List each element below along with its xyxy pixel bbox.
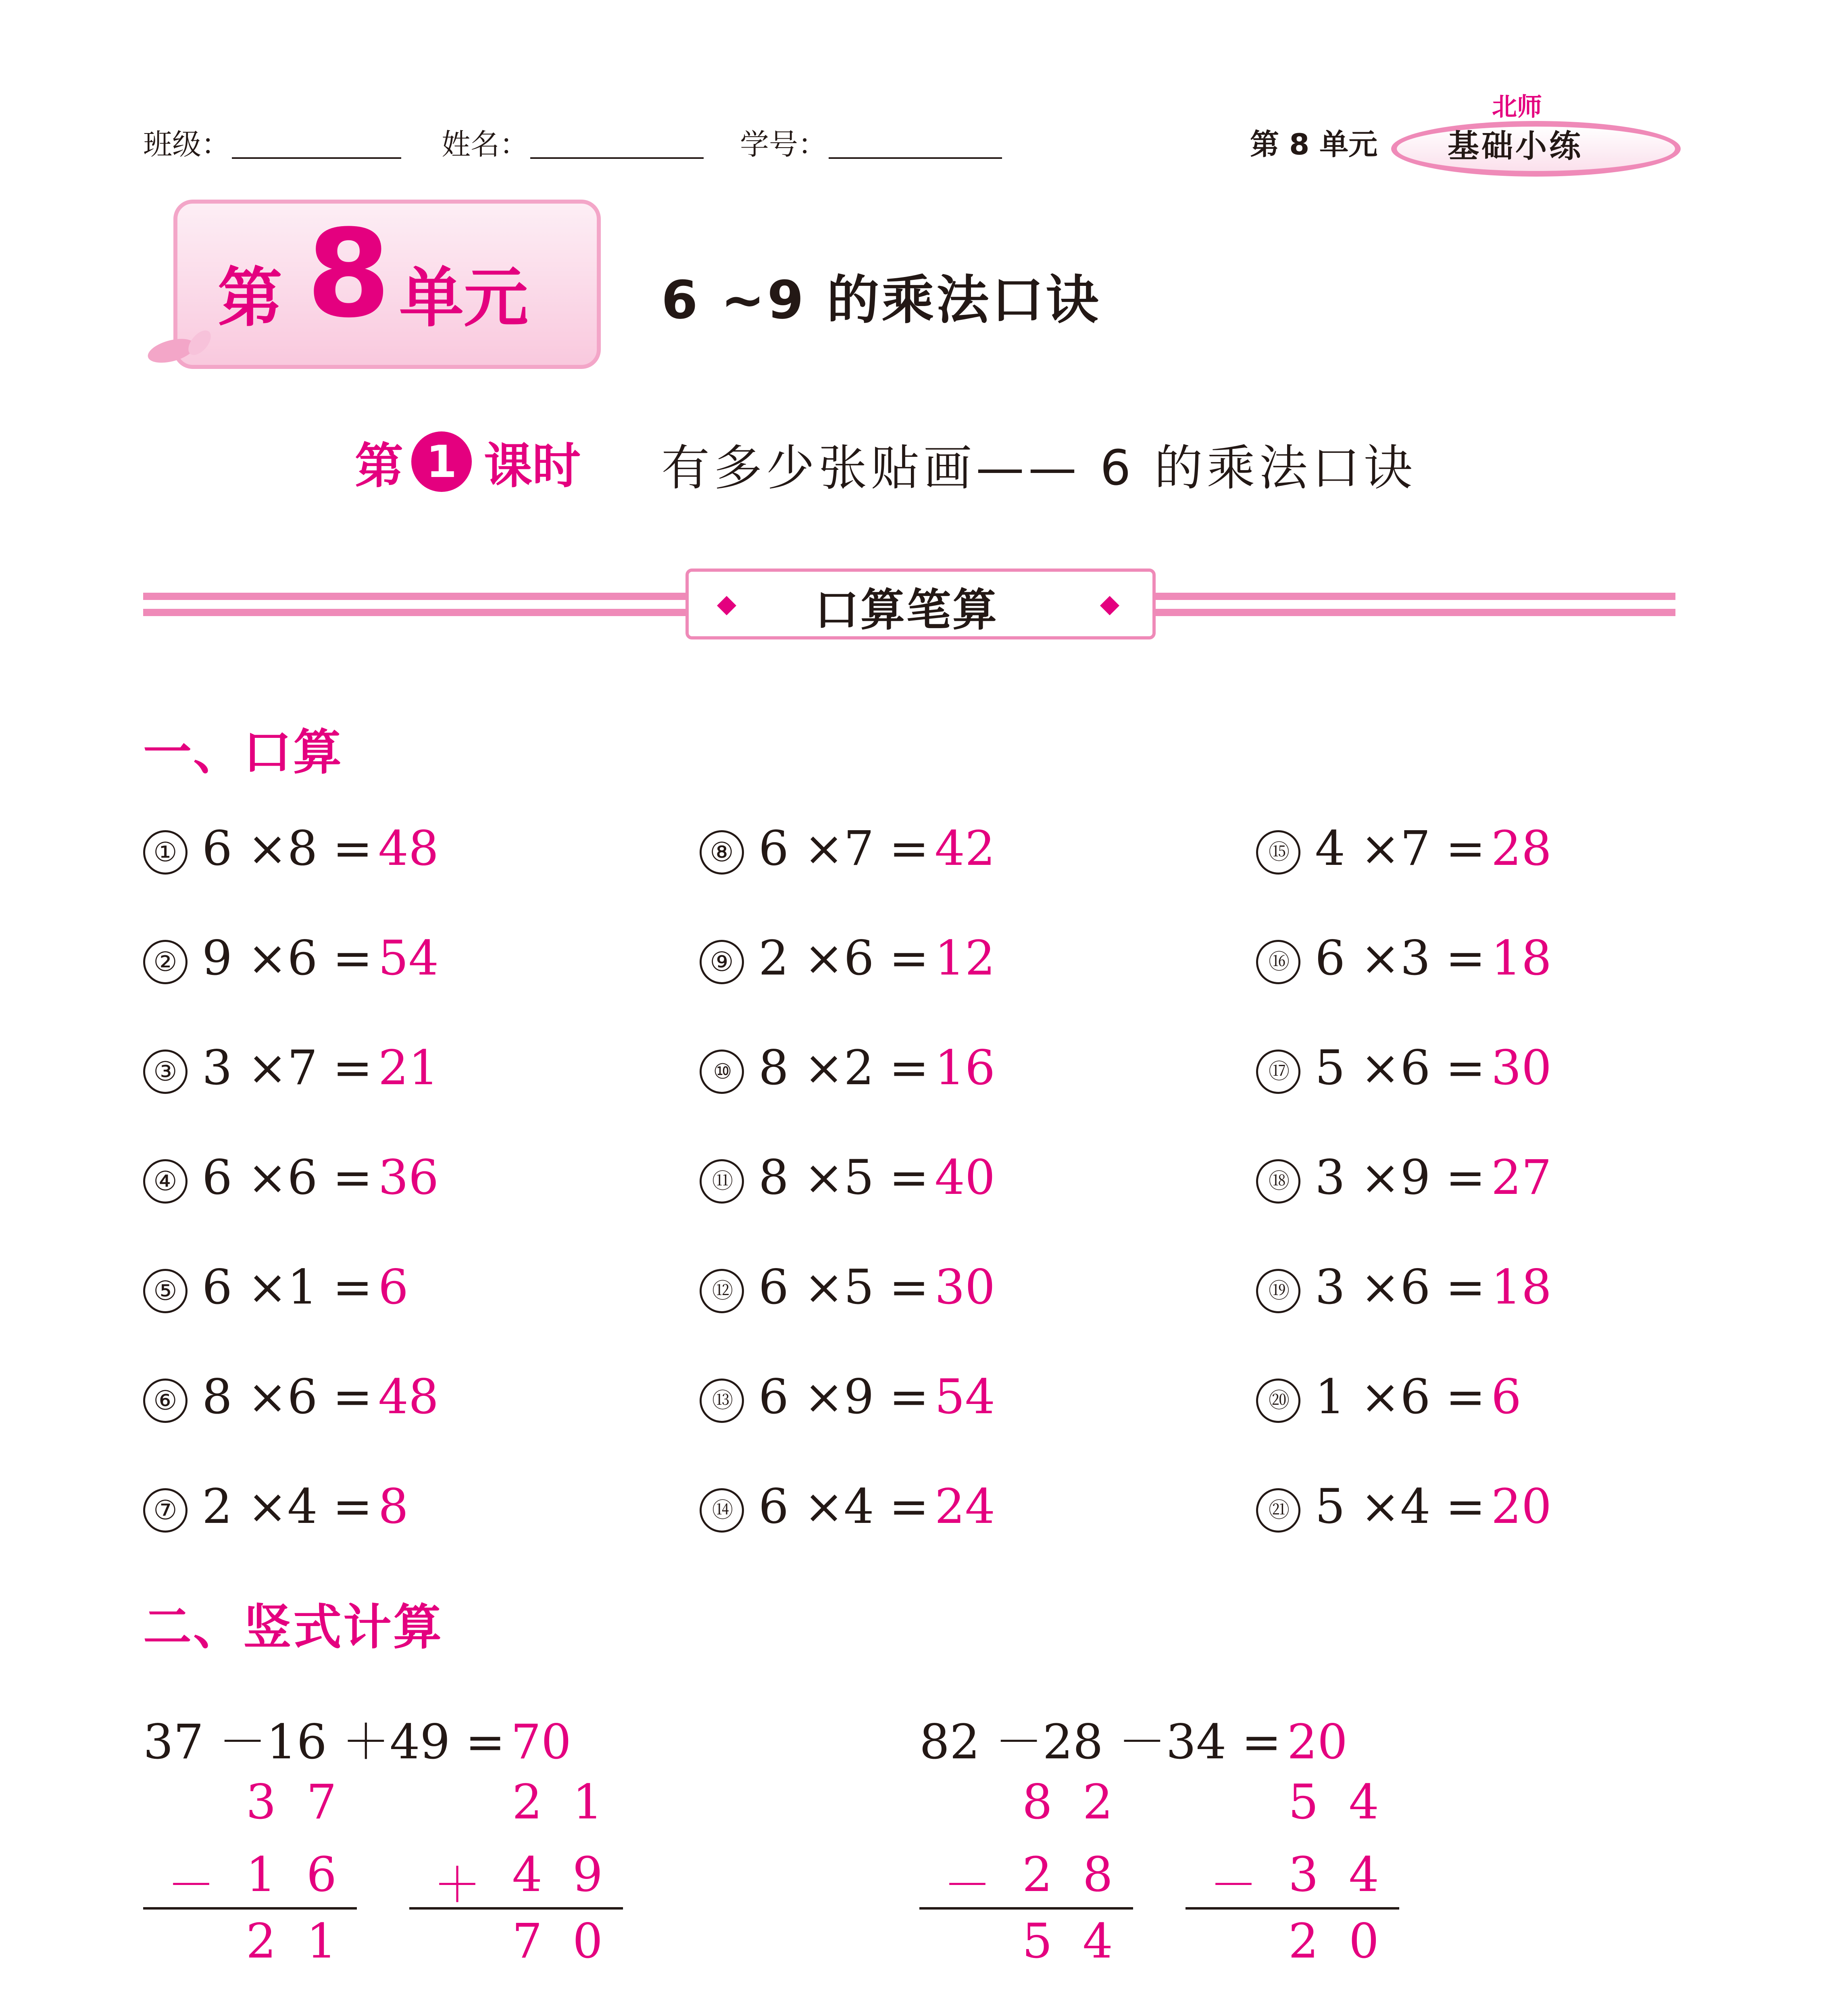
oral-item	[143, 821, 439, 876]
item-answer: 42	[934, 821, 996, 876]
step-top-number: 8 2	[1022, 1774, 1113, 1830]
item-answer: 54	[378, 930, 439, 986]
oral-item	[143, 1040, 439, 1095]
item-number: ⑪	[700, 1159, 744, 1204]
item-expression: 4 ×7 =	[1315, 821, 1486, 876]
lesson-title: 有多少张贴画—— 6 的乘法口诀	[661, 440, 1417, 496]
item-answer: 40	[934, 1150, 996, 1205]
problem-expression: 37 －16 ＋49 =	[143, 1714, 505, 1770]
item-number: ㉑	[1256, 1488, 1300, 1533]
oral-item	[1256, 1479, 1552, 1534]
item-expression: 6 ×6 =	[202, 1150, 373, 1205]
item-expression: 6 ×3 =	[1315, 930, 1486, 986]
oral-item	[1256, 1259, 1552, 1315]
item-number: ⑤	[143, 1269, 188, 1313]
item-number: ④	[143, 1159, 188, 1204]
class-field[interactable]	[232, 133, 401, 159]
item-answer: 12	[934, 930, 996, 986]
step-result: 7 0	[512, 1913, 603, 1969]
step-result: 5 4	[1022, 1913, 1113, 1969]
item-number: ①	[143, 830, 188, 875]
item-expression: 1 ×6 =	[1315, 1369, 1486, 1425]
unit-badge-prefix: 第	[218, 260, 283, 335]
step-top-number: 2 1	[512, 1774, 603, 1830]
band-title: 口算笔算	[815, 584, 998, 636]
item-answer: 6	[378, 1259, 408, 1315]
item-answer: 24	[934, 1479, 996, 1534]
name-field[interactable]	[530, 133, 704, 159]
item-answer: 28	[1491, 821, 1552, 876]
oral-item	[700, 1369, 995, 1425]
item-number: ⑨	[700, 940, 744, 984]
leaf-decoration-icon	[143, 323, 224, 369]
item-number: ⑧	[700, 830, 744, 875]
lesson-prefix: 第	[355, 438, 403, 494]
item-expression: 6 ×1 =	[202, 1259, 373, 1315]
step-operator: ＋	[433, 1857, 481, 1913]
vertical-problem-expression	[143, 1704, 571, 1772]
item-expression: 6 ×7 =	[758, 821, 929, 876]
item-answer: 48	[378, 821, 439, 876]
step-divider-line	[919, 1907, 1133, 1910]
item-answer: 18	[1491, 930, 1552, 986]
name-label: 姓名：	[442, 127, 529, 161]
item-answer: 8	[378, 1479, 408, 1534]
vertical-problem-expression	[919, 2010, 1348, 2016]
unit-badge-number: 8	[306, 204, 391, 344]
item-number: ⑭	[700, 1488, 744, 1533]
item-expression: 8 ×6 =	[202, 1369, 373, 1425]
oral-item	[1256, 1150, 1552, 1205]
item-answer: 54	[934, 1369, 996, 1425]
item-number: ⑯	[1256, 940, 1300, 984]
vertical-problem-expression	[919, 1704, 1348, 1772]
item-expression: 3 ×9 =	[1315, 1150, 1486, 1205]
step-divider-line	[1186, 1907, 1399, 1910]
brand-small: 北师	[1492, 92, 1542, 121]
section-vertical-title: 二、竖式计算	[143, 1599, 443, 1656]
item-expression: 3 ×6 =	[1315, 1259, 1486, 1315]
oral-item	[143, 930, 439, 986]
item-number: ⑥	[143, 1379, 188, 1423]
item-number: ②	[143, 940, 188, 984]
problem-answer: 70	[510, 1714, 572, 1770]
step-bottom-number: 2 8	[1022, 1847, 1113, 1902]
step-bottom-number: 4 9	[512, 1847, 603, 1902]
step-bottom-number: 3 4	[1288, 1847, 1379, 1902]
student-number-label: 学号：	[740, 127, 827, 161]
item-number: ⑩	[700, 1050, 744, 1094]
problem-answer: 20	[1287, 1714, 1348, 1770]
item-answer: 30	[934, 1259, 996, 1315]
step-result: 2 1	[246, 1913, 337, 1969]
item-answer: 21	[378, 1040, 439, 1095]
oral-item	[143, 1479, 408, 1534]
step-operator: －	[1210, 1857, 1258, 1913]
item-number: ③	[143, 1050, 188, 1094]
item-expression: 8 ×5 =	[758, 1150, 929, 1205]
item-number: ⑳	[1256, 1379, 1300, 1423]
item-number: ⑬	[700, 1379, 744, 1423]
oral-item	[143, 1259, 408, 1315]
oral-item	[1256, 1369, 1521, 1425]
step-top-number: 5 4	[1288, 1774, 1379, 1830]
step-bottom-number: 1 6	[246, 1847, 337, 1902]
oral-item	[143, 1150, 439, 1205]
step-top-number: 3 7	[246, 1774, 337, 1830]
item-number: ⑫	[700, 1269, 744, 1313]
oral-item	[1256, 821, 1552, 876]
item-number: ⑦	[143, 1488, 188, 1533]
step-operator: －	[944, 1857, 992, 1913]
problem-expression: 82 －28 －34 =	[919, 1714, 1281, 1770]
unit-title: 6 ~9 的乘法口诀	[661, 269, 1101, 331]
item-expression: 8 ×2 =	[758, 1040, 929, 1095]
brand-name: 基础小练	[1448, 128, 1583, 165]
vertical-problem-expression	[143, 2010, 571, 2016]
item-expression: 6 ×5 =	[758, 1259, 929, 1315]
lesson-number: 1	[411, 431, 472, 492]
oral-item	[1256, 930, 1552, 986]
oral-item	[700, 1479, 995, 1534]
item-answer: 20	[1491, 1479, 1552, 1534]
item-answer: 48	[378, 1369, 439, 1425]
class-label: 班级：	[143, 127, 231, 161]
oral-item	[700, 1150, 995, 1205]
item-answer: 27	[1491, 1150, 1552, 1205]
oral-item	[143, 1369, 439, 1425]
oral-item	[700, 930, 995, 986]
step-divider-line	[143, 1907, 357, 1910]
step-divider-line	[409, 1907, 623, 1910]
student-number-field[interactable]	[829, 133, 1002, 159]
item-number: ⑱	[1256, 1159, 1300, 1204]
oral-item	[1256, 1040, 1552, 1095]
oral-item	[700, 1040, 995, 1095]
item-expression: 5 ×6 =	[1315, 1040, 1486, 1095]
item-expression: 6 ×4 =	[758, 1479, 929, 1534]
item-number: ⑰	[1256, 1050, 1300, 1094]
item-expression: 2 ×4 =	[202, 1479, 373, 1534]
oral-item	[700, 821, 995, 876]
item-number: ⑲	[1256, 1269, 1300, 1313]
step-result: 2 0	[1288, 1913, 1379, 1969]
item-expression: 5 ×4 =	[1315, 1479, 1486, 1534]
unit-badge-suffix: 单元	[399, 260, 529, 335]
item-answer: 6	[1491, 1369, 1521, 1425]
item-expression: 6 ×9 =	[758, 1369, 929, 1425]
item-answer: 30	[1491, 1040, 1552, 1095]
lesson-suffix: 课时	[484, 438, 581, 494]
step-operator: －	[167, 1857, 215, 1913]
item-expression: 6 ×8 =	[202, 821, 373, 876]
item-answer: 16	[934, 1040, 996, 1095]
item-expression: 3 ×7 =	[202, 1040, 373, 1095]
item-answer: 36	[378, 1150, 439, 1205]
item-expression: 2 ×6 =	[758, 930, 929, 986]
header-unit: 第 8 单元	[1250, 127, 1378, 161]
section-oral-title: 一、口算	[143, 725, 343, 781]
item-answer: 18	[1491, 1259, 1552, 1315]
oral-item	[700, 1259, 995, 1315]
item-expression: 9 ×6 =	[202, 930, 373, 986]
item-number: ⑮	[1256, 830, 1300, 875]
